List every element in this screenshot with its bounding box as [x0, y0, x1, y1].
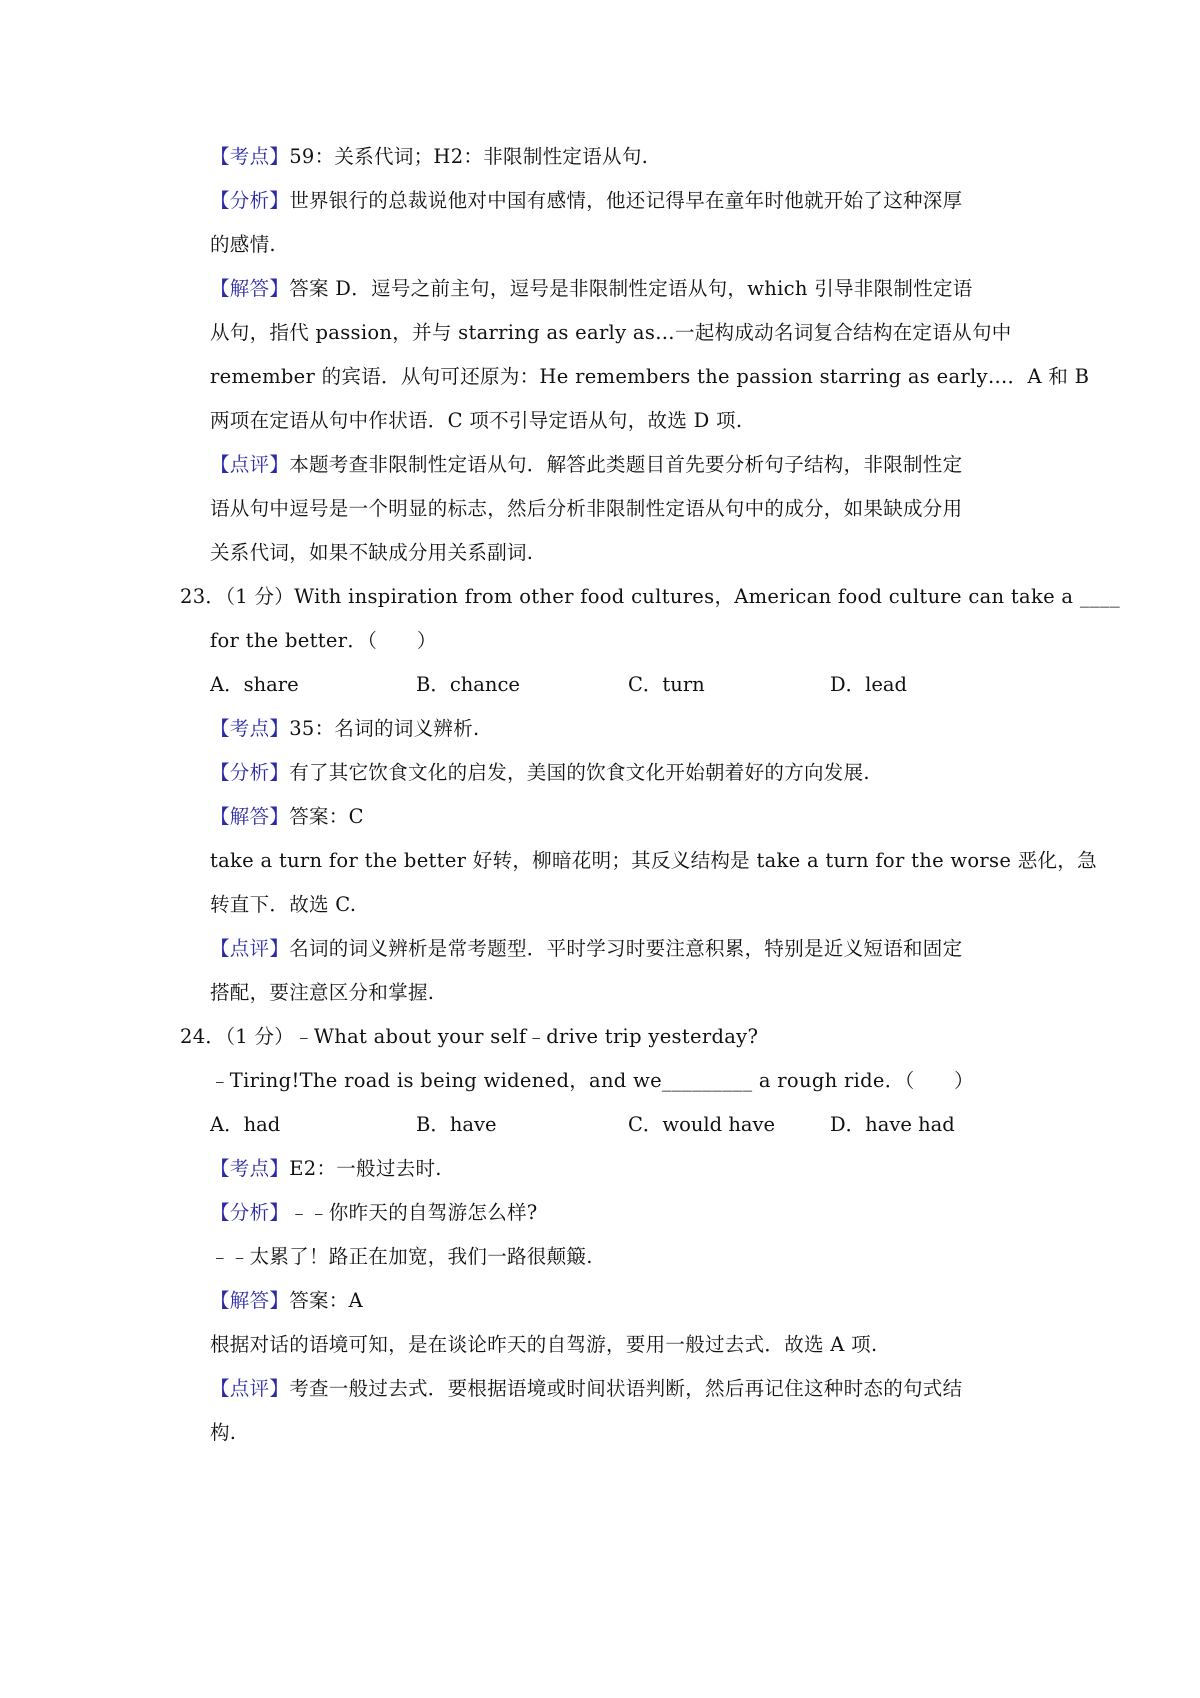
- q24-option-b: B．have: [416, 1113, 497, 1136]
- q23-option-a: A．share: [210, 673, 299, 696]
- q22-jieda: [210, 274, 973, 304]
- fenxi-text: 世界银行的总裁说他对中国有感情，他还记得早在童年时他就开始了这种深厚: [289, 189, 963, 212]
- fenxi-tag: 【分析】: [210, 189, 290, 212]
- q22-fenxi: [210, 186, 962, 216]
- fenxi-text: 有了其它饮食文化的启发，美国的饮食文化开始朝着好的方向发展.: [289, 761, 870, 784]
- q23-option-d: D．lead: [830, 673, 908, 696]
- q24-jieda: [210, 1286, 363, 1316]
- q24-stem: 24．（1 分）﹣What about your self﹣drive trip yesterday?: [180, 1025, 759, 1048]
- q23-option-b: B．chance: [416, 673, 520, 696]
- q22-jieda-line4: 两项在定语从句中作状语．C 项不引导定语从句，故选 D 项.: [210, 409, 743, 432]
- kaodian-text: E2：一般过去时.: [289, 1157, 442, 1180]
- q22-fenxi-line2: 的感情.: [210, 233, 276, 256]
- jieda-text: 答案：C: [289, 805, 364, 828]
- kaodian-text: 59：关系代词；H2：非限制性定语从句.: [289, 145, 649, 168]
- kaodian-tag: 【考点】: [210, 717, 290, 740]
- dianping-text: 考查一般过去式．要根据语境或时间状语判断，然后再记住这种时态的句式结: [289, 1377, 963, 1400]
- q22-jieda-line3: remember 的宾语．从句可还原为：He remembers the passion starring as early…．A 和 B: [210, 365, 1090, 388]
- kaodian-tag: 【考点】: [210, 1157, 290, 1180]
- dianping-tag: 【点评】: [210, 937, 290, 960]
- dianping-tag: 【点评】: [210, 1377, 290, 1400]
- jieda-tag: 【解答】: [210, 805, 290, 828]
- q22-dianping: [210, 450, 962, 480]
- q23-dianping-line2: 搭配，要注意区分和掌握.: [210, 981, 435, 1004]
- dianping-tag: 【点评】: [210, 453, 290, 476]
- fenxi-tag: 【分析】: [210, 1201, 290, 1224]
- fenxi-text: ﹣﹣你昨天的自驾游怎么样?: [289, 1201, 538, 1224]
- q24-fenxi-line2: ﹣﹣太累了！路正在加宽，我们一路很颠簸.: [210, 1245, 593, 1268]
- q22-kaodian: [210, 142, 648, 172]
- q24-option-d: D．have had: [830, 1113, 955, 1136]
- kaodian-tag: 【考点】: [210, 145, 290, 168]
- jieda-tag: 【解答】: [210, 277, 290, 300]
- q24-explain-line1: 根据对话的语境可知，是在谈论昨天的自驾游，要用一般过去式．故选 A 项.: [210, 1333, 878, 1356]
- q24-dianping-line2: 构.: [210, 1421, 237, 1444]
- q23-stem: 23．（1 分）With inspiration from other food cultures，American food culture can take a ____: [180, 585, 1121, 608]
- q22-jieda-line2: 从句，指代 passion，并与 starring as early as…一起构成动名词复合结构在定语从句中: [210, 321, 1012, 344]
- q24-stem-line2: ﹣Tiring!The road is being widened，and we_________ a rough ride．（ ）: [210, 1069, 974, 1092]
- q24-option-c: C．would have: [628, 1113, 776, 1136]
- kaodian-text: 35：名词的词义辨析.: [289, 717, 480, 740]
- q22-dianping-line3: 关系代词，如果不缺成分用关系副词.: [210, 541, 534, 564]
- jieda-text: 答案：A: [289, 1289, 363, 1312]
- dianping-text: 名词的词义辨析是常考题型．平时学习时要注意积累，特别是近义短语和固定: [289, 937, 963, 960]
- q24-fenxi: [210, 1198, 538, 1228]
- q23-dianping: [210, 934, 962, 964]
- q23-fenxi: [210, 758, 870, 788]
- fenxi-tag: 【分析】: [210, 761, 290, 784]
- jieda-tag: 【解答】: [210, 1289, 290, 1312]
- dianping-text: 本题考查非限制性定语从句．解答此类题目首先要分析句子结构，非限制性定: [289, 453, 963, 476]
- q22-dianping-line2: 语从句中逗号是一个明显的标志，然后分析非限制性定语从句中的成分，如果缺成分用: [210, 497, 963, 520]
- q23-jieda: [210, 802, 364, 832]
- q23-kaodian: [210, 714, 480, 744]
- q23-stem-line2: for the better．（ ）: [210, 629, 437, 652]
- q23-explain-line1: take a turn for the better 好转，柳暗花明；其反义结构是 take a turn for the worse 恶化，急: [210, 849, 1097, 872]
- q23-option-c: C．turn: [628, 673, 705, 696]
- q24-kaodian: [210, 1154, 442, 1184]
- q24-dianping: [210, 1374, 962, 1404]
- jieda-text: 答案 D．逗号之前主句，逗号是非限制性定语从句，which 引导非限制性定语: [289, 277, 973, 300]
- q23-explain-line2: 转直下．故选 C.: [210, 893, 357, 916]
- q24-option-a: A．had: [210, 1113, 281, 1136]
